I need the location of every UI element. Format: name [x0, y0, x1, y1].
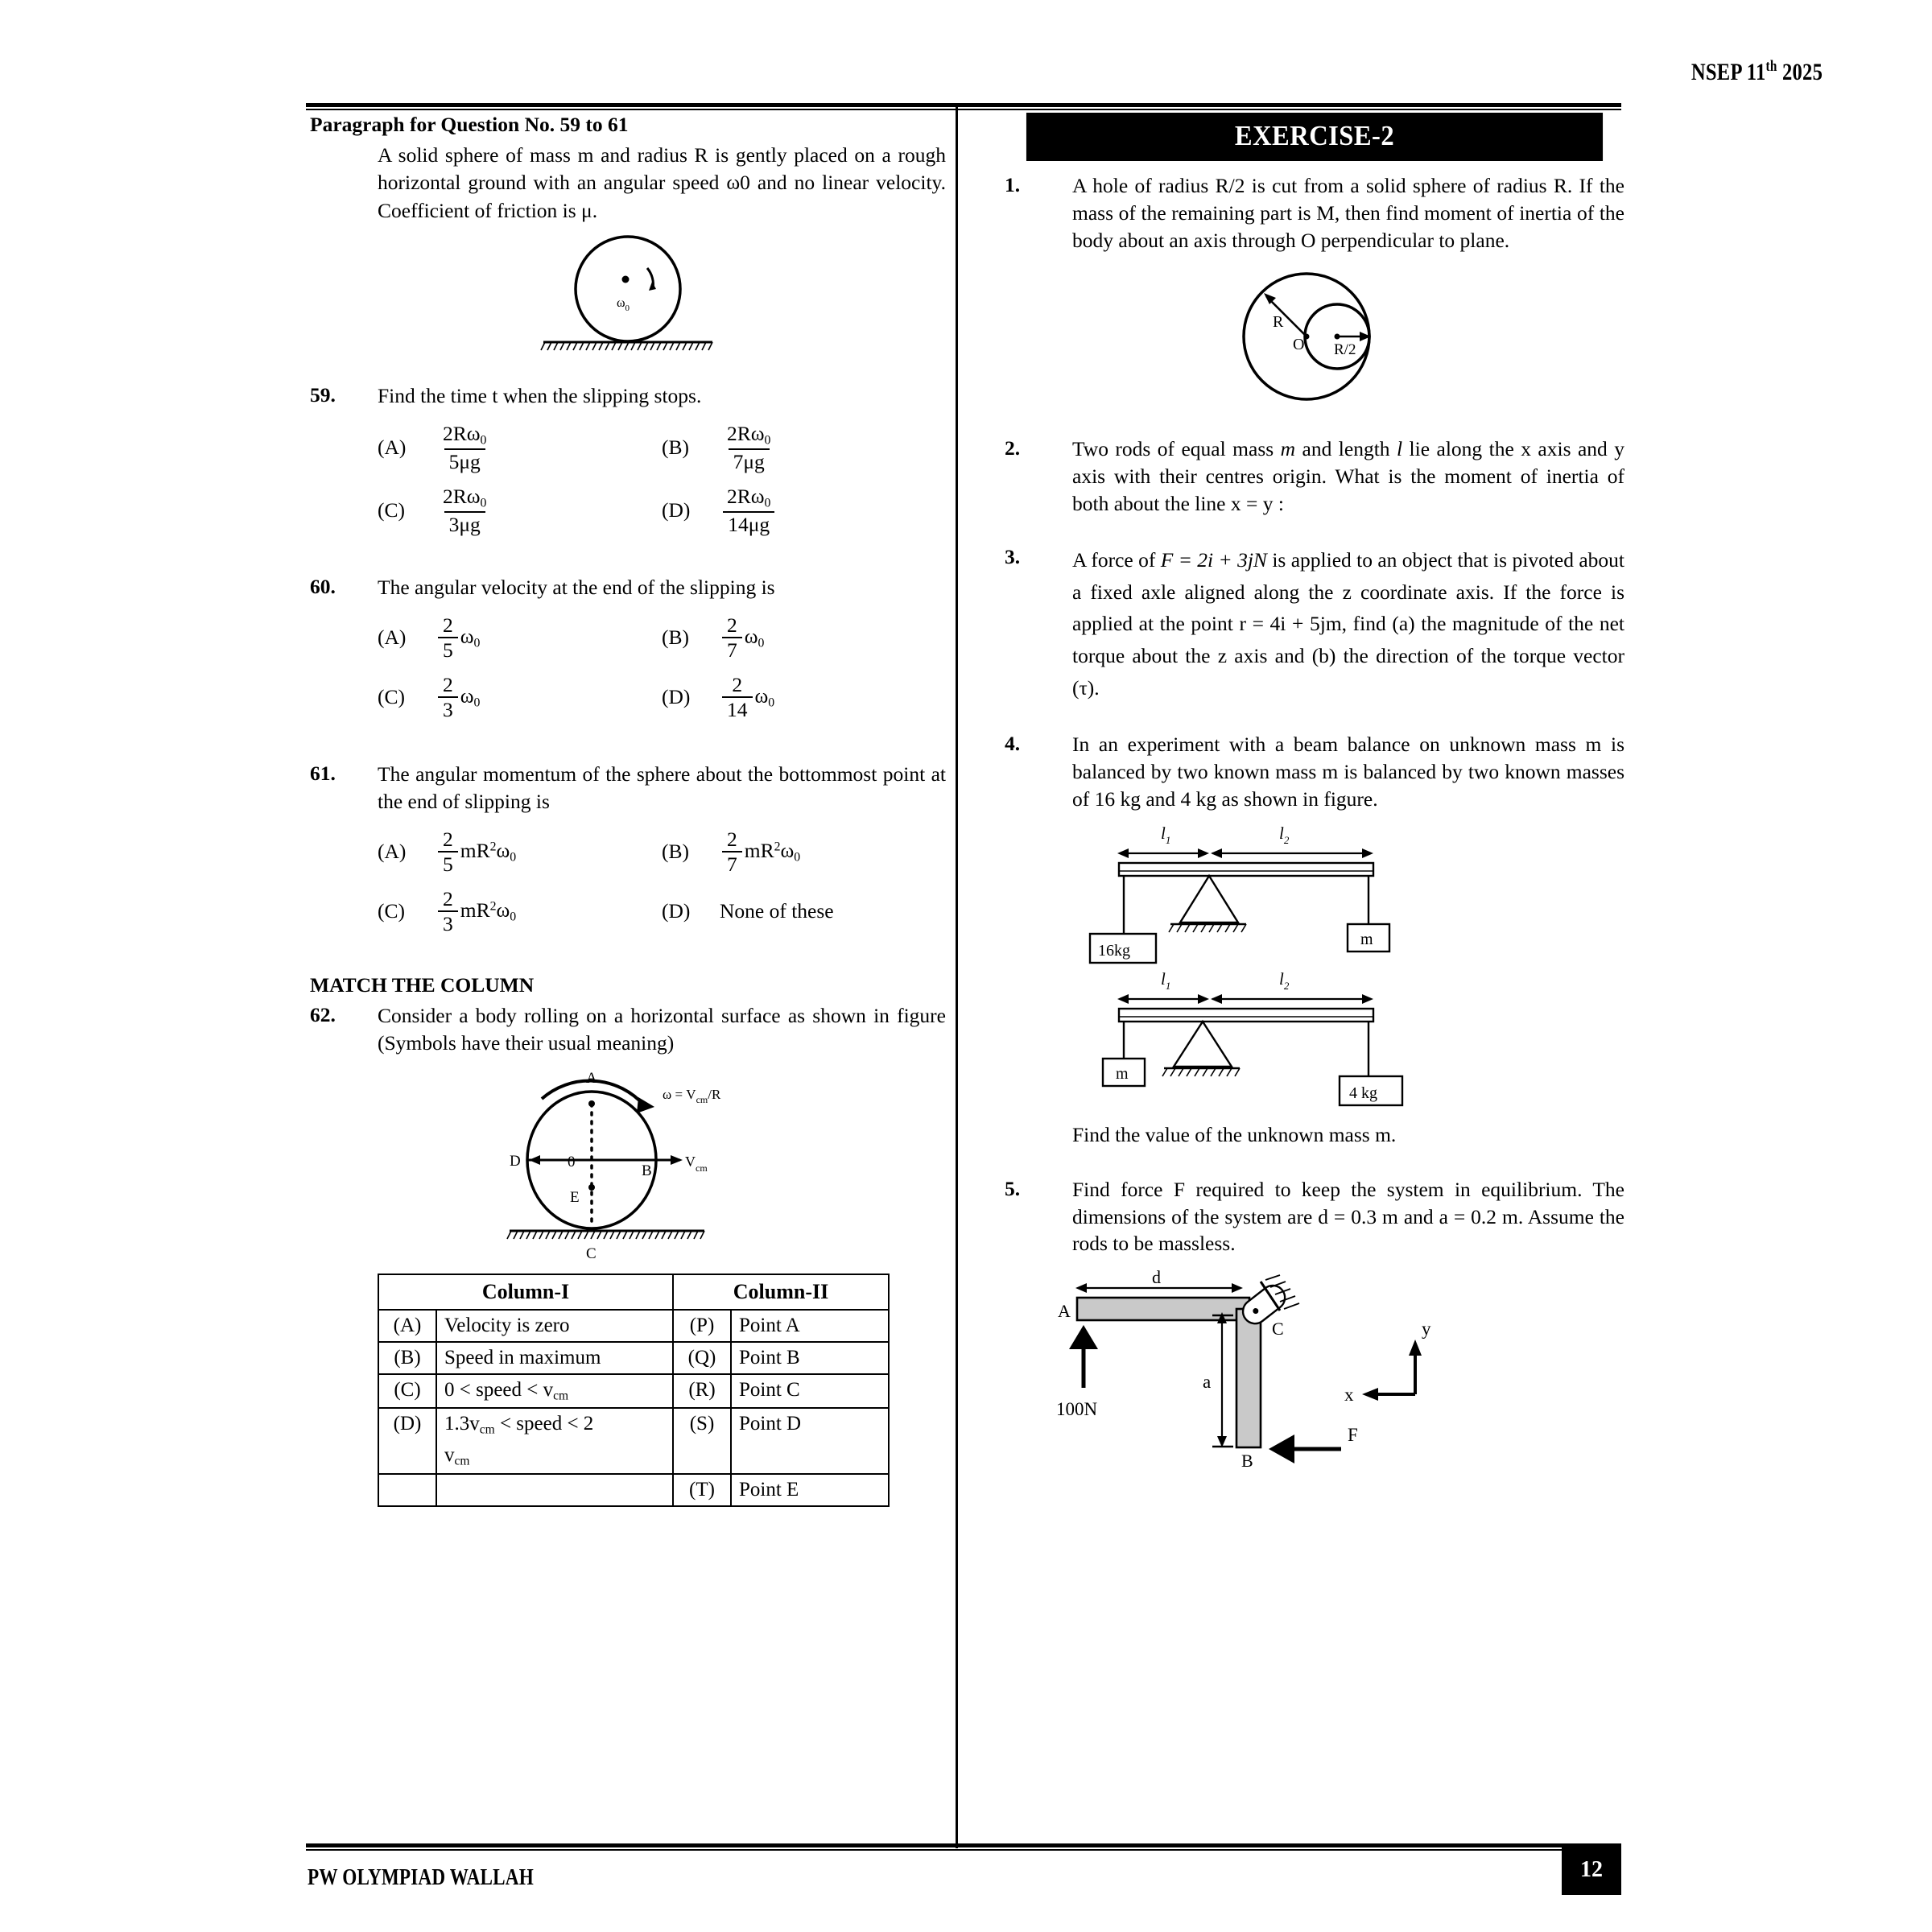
option-label: (D) — [662, 498, 691, 522]
question-4-text: In an experiment with a beam balance on unknown mass m is balanced by two known mass m is balanced by two known masses of 16 kg and 4 kg as shown in figure. — [1072, 733, 1624, 811]
col2-key: (Q) — [673, 1342, 731, 1374]
col2-value: Point C — [731, 1374, 889, 1408]
label-l1: $l_1$ — [1161, 968, 1171, 992]
question-61 — [310, 761, 946, 815]
figure-beam-balance-top — [1074, 821, 1412, 970]
question-61-number: 61. — [310, 762, 336, 786]
option-row[interactable] — [662, 674, 946, 720]
question-2 — [1005, 436, 1624, 518]
option-value: $\frac{2}{7}$ $mR^2\omega_0$ — [720, 828, 800, 875]
label-dimension-d: d — [1152, 1267, 1161, 1288]
col2-value: Point E — [731, 1474, 889, 1506]
question-61-text: The angular momentum of the sphere about the bottommost point at the end of slipping is — [378, 762, 946, 814]
label-axis-y: y — [1422, 1319, 1431, 1340]
left-column — [310, 113, 946, 1507]
col1-value — [436, 1474, 673, 1506]
label-force-F: F — [1348, 1425, 1358, 1446]
figure-sphere-with-hole — [1186, 262, 1443, 411]
omega-sub: 0 — [625, 303, 630, 313]
col1-value: 0 < speed < $v_{cm}$ — [436, 1374, 673, 1408]
question-3 — [1005, 544, 1624, 704]
option-row[interactable] — [662, 485, 946, 535]
column-II-header: Column-II — [673, 1274, 889, 1310]
col1-key: (D) — [378, 1408, 436, 1474]
figure-sphere-on-ground — [459, 233, 797, 369]
label-vcm: $V_{cm}$ — [685, 1153, 708, 1174]
label-l2: $l_2$ — [1279, 968, 1290, 992]
label-force-100N: 100N — [1056, 1399, 1098, 1420]
question-5-number: 5. — [1005, 1176, 1021, 1200]
question-4-number: 4. — [1005, 732, 1021, 756]
option-label: (A) — [378, 435, 407, 459]
table-row — [378, 1408, 889, 1474]
label-point-E: E — [570, 1188, 580, 1206]
label-l1: $l_1$ — [1161, 823, 1171, 846]
figure-beam-balance-bottom — [1074, 968, 1412, 1113]
label-mass-4kg: 4 kg — [1349, 1084, 1377, 1102]
col1-key — [378, 1474, 436, 1506]
label-point-B: B — [642, 1162, 652, 1179]
label-mass-m: m — [1116, 1064, 1129, 1083]
label-point-C: C — [586, 1245, 597, 1262]
col2-key: (T) — [673, 1474, 731, 1506]
option-label: (A) — [378, 839, 407, 863]
label-point-C: C — [1272, 1319, 1284, 1340]
option-value: $\frac{2R\omega_0}{3\mu g}$ — [443, 484, 487, 537]
question-62-number: 62. — [310, 1003, 336, 1027]
option-value: $\frac{2}{3}$ $mR^2\omega_0$ — [436, 888, 516, 935]
question-59-text: Find the time t when the slipping stops. — [378, 383, 702, 407]
label-point-A: A — [586, 1069, 597, 1087]
question-60-options — [378, 608, 946, 727]
option-value: $\frac{2}{7}$ $\omega_0$ — [720, 614, 764, 661]
question-60 — [310, 574, 946, 601]
col2-value: Point A — [731, 1310, 889, 1342]
option-value: $\frac{2R\omega_0}{7\mu g}$ — [727, 421, 771, 473]
question-1-text: A hole of radius R/2 is cut from a solid sphere of radius R. If the mass of the remaining part is M, then find moment of inertia of the body about an axis through O perpendicular to plane. — [1072, 174, 1624, 252]
col1-key: (B) — [378, 1342, 436, 1374]
question-5-text: Find force F required to keep the system in equilibrium. The dimensions of the system are d = 0.3 m and a = 0.2 m. Assume the rods to be massless. — [1072, 1177, 1624, 1256]
option-row[interactable] — [662, 888, 946, 935]
option-label: (B) — [662, 625, 689, 650]
col1-key: (A) — [378, 1310, 436, 1342]
question-60-number: 60. — [310, 575, 336, 599]
option-label: (B) — [662, 435, 689, 459]
option-label: (D) — [662, 685, 691, 709]
col1-key: (C) — [378, 1374, 436, 1408]
tau-symbol: τ — [1079, 675, 1088, 700]
question-3-number: 3. — [1005, 545, 1021, 569]
label-mass-m: m — [1360, 930, 1373, 948]
question-59-options — [378, 416, 946, 542]
col1-value: $1.3v_{cm}$ < speed < 2 $v_{cm}$ — [436, 1408, 673, 1474]
option-row[interactable] — [378, 674, 662, 720]
option-row[interactable] — [378, 614, 662, 661]
option-value: $\frac{2}{5}$ $\omega_0$ — [436, 614, 480, 661]
label-l2: $l_2$ — [1279, 823, 1290, 846]
question-1-number: 1. — [1005, 173, 1021, 196]
label-center-O: 0 — [568, 1153, 576, 1170]
option-value: $\frac{2}{3}$ $\omega_0$ — [436, 674, 480, 720]
page-header-title: NSEP 11th 2025 — [1690, 58, 1823, 85]
option-value: $\frac{2R\omega_0}{5\mu g}$ — [443, 421, 487, 473]
question-59-number: 59. — [310, 382, 336, 407]
option-label: (D) — [662, 899, 691, 923]
option-row[interactable] — [378, 423, 662, 473]
table-header-row — [378, 1274, 889, 1310]
question-59 — [310, 382, 946, 410]
paragraph-text: A solid sphere of mass m and radius R is gently placed on a rough horizontal ground with an angular speed ω0 and no linear velocity. Coefficient of friction is μ. — [378, 143, 946, 222]
question-62-text: Consider a body rolling on a horizontal surface as shown in figure (Symbols have their usual meaning) — [378, 1004, 946, 1055]
figure-rolling-body — [439, 1065, 817, 1262]
label-mass-16kg: 16kg — [1098, 941, 1130, 960]
right-column — [1005, 113, 1624, 1478]
paragraph-heading: Paragraph for Question No. 59 to 61 — [310, 113, 629, 136]
option-label: (C) — [378, 685, 405, 709]
label-point-A: A — [1058, 1301, 1071, 1322]
col2-value: Point B — [731, 1342, 889, 1374]
label-omega-equation: $\omega = V_{cm}/R$ — [663, 1086, 721, 1105]
col1-value: Speed in maximum — [436, 1342, 673, 1374]
option-value: $\frac{2}{14}$ $\omega_0$ — [720, 674, 774, 720]
col2-key: (S) — [673, 1408, 731, 1474]
footer-rule — [306, 1843, 1621, 1851]
figure-L-bracket — [1037, 1265, 1455, 1475]
question-62 — [310, 1002, 946, 1057]
table-row — [378, 1374, 889, 1408]
question-3-text: A force of F = 2i + 3jN is applied to an object that is pivoted about a fixed axle aligned along the z coordinate axis. If the force is applied at the point r = 4i + 5jm, find (a) the magnitude of the net torque about the z axis and (b) the direction of the torque vector (τ). — [1072, 548, 1625, 700]
table-row — [378, 1310, 889, 1342]
col2-key: (P) — [673, 1310, 731, 1342]
label-center-O: O — [1293, 335, 1305, 353]
option-row[interactable] — [662, 423, 946, 473]
option-value: $\frac{2}{5}$ $mR^2\omega_0$ — [436, 828, 516, 875]
option-row[interactable] — [378, 828, 662, 875]
option-row[interactable] — [662, 614, 946, 661]
match-the-column-table — [378, 1274, 890, 1507]
option-label: (A) — [378, 625, 407, 650]
force-equation: F = 2i + 3jN — [1160, 548, 1267, 572]
question-5 — [1005, 1176, 1624, 1258]
question-2-text: Two rods of equal mass m and length l lie along the x axis and y axis with their centres origin. What is the moment of inertia of both about the line x = y : — [1072, 436, 1624, 515]
exercise-title-bar: EXERCISE-2 — [1026, 113, 1603, 161]
option-label: (B) — [662, 839, 689, 863]
match-the-column-heading: MATCH THE COLUMN — [310, 973, 535, 997]
option-row[interactable] — [662, 828, 946, 875]
option-label: (C) — [378, 498, 405, 522]
table-row — [378, 1474, 889, 1506]
col2-value: Point D — [731, 1408, 889, 1474]
omega-label: ω — [617, 295, 625, 310]
label-radius-half: R/2 — [1334, 341, 1356, 358]
header-rule — [306, 103, 1621, 110]
option-label: (C) — [378, 899, 405, 923]
question-4 — [1005, 731, 1624, 813]
table-row — [378, 1342, 889, 1374]
label-point-D: D — [510, 1152, 521, 1170]
footer-page-number: 12 — [1562, 1845, 1621, 1895]
option-value: None of these — [720, 899, 834, 923]
option-value: $\frac{2R\omega_0}{14\mu g}$ — [722, 485, 775, 535]
col2-key: (R) — [673, 1374, 731, 1408]
footer-brand: PW OLYMPIAD WALLAH — [308, 1864, 534, 1890]
label-axis-x: x — [1344, 1385, 1354, 1406]
label-dimension-a: a — [1203, 1372, 1212, 1393]
label-point-B: B — [1241, 1451, 1253, 1472]
label-radius-R: R — [1273, 312, 1284, 331]
option-row[interactable] — [378, 888, 662, 935]
column-divider — [956, 103, 958, 1848]
question-60-text: The angular velocity at the end of the slipping is — [378, 576, 775, 600]
option-row[interactable] — [378, 485, 662, 535]
position-equation: r = 4i + 5jm — [1239, 612, 1342, 636]
question-61-options — [378, 822, 946, 941]
col1-value: Velocity is zero — [436, 1310, 673, 1342]
question-1 — [1005, 172, 1624, 254]
question-4-closing: Find the value of the unknown mass m. — [1072, 1122, 1397, 1146]
svg-text:ω0 — [617, 296, 630, 313]
question-2-number: 2. — [1005, 436, 1021, 460]
column-I-header: Column-I — [378, 1274, 673, 1310]
